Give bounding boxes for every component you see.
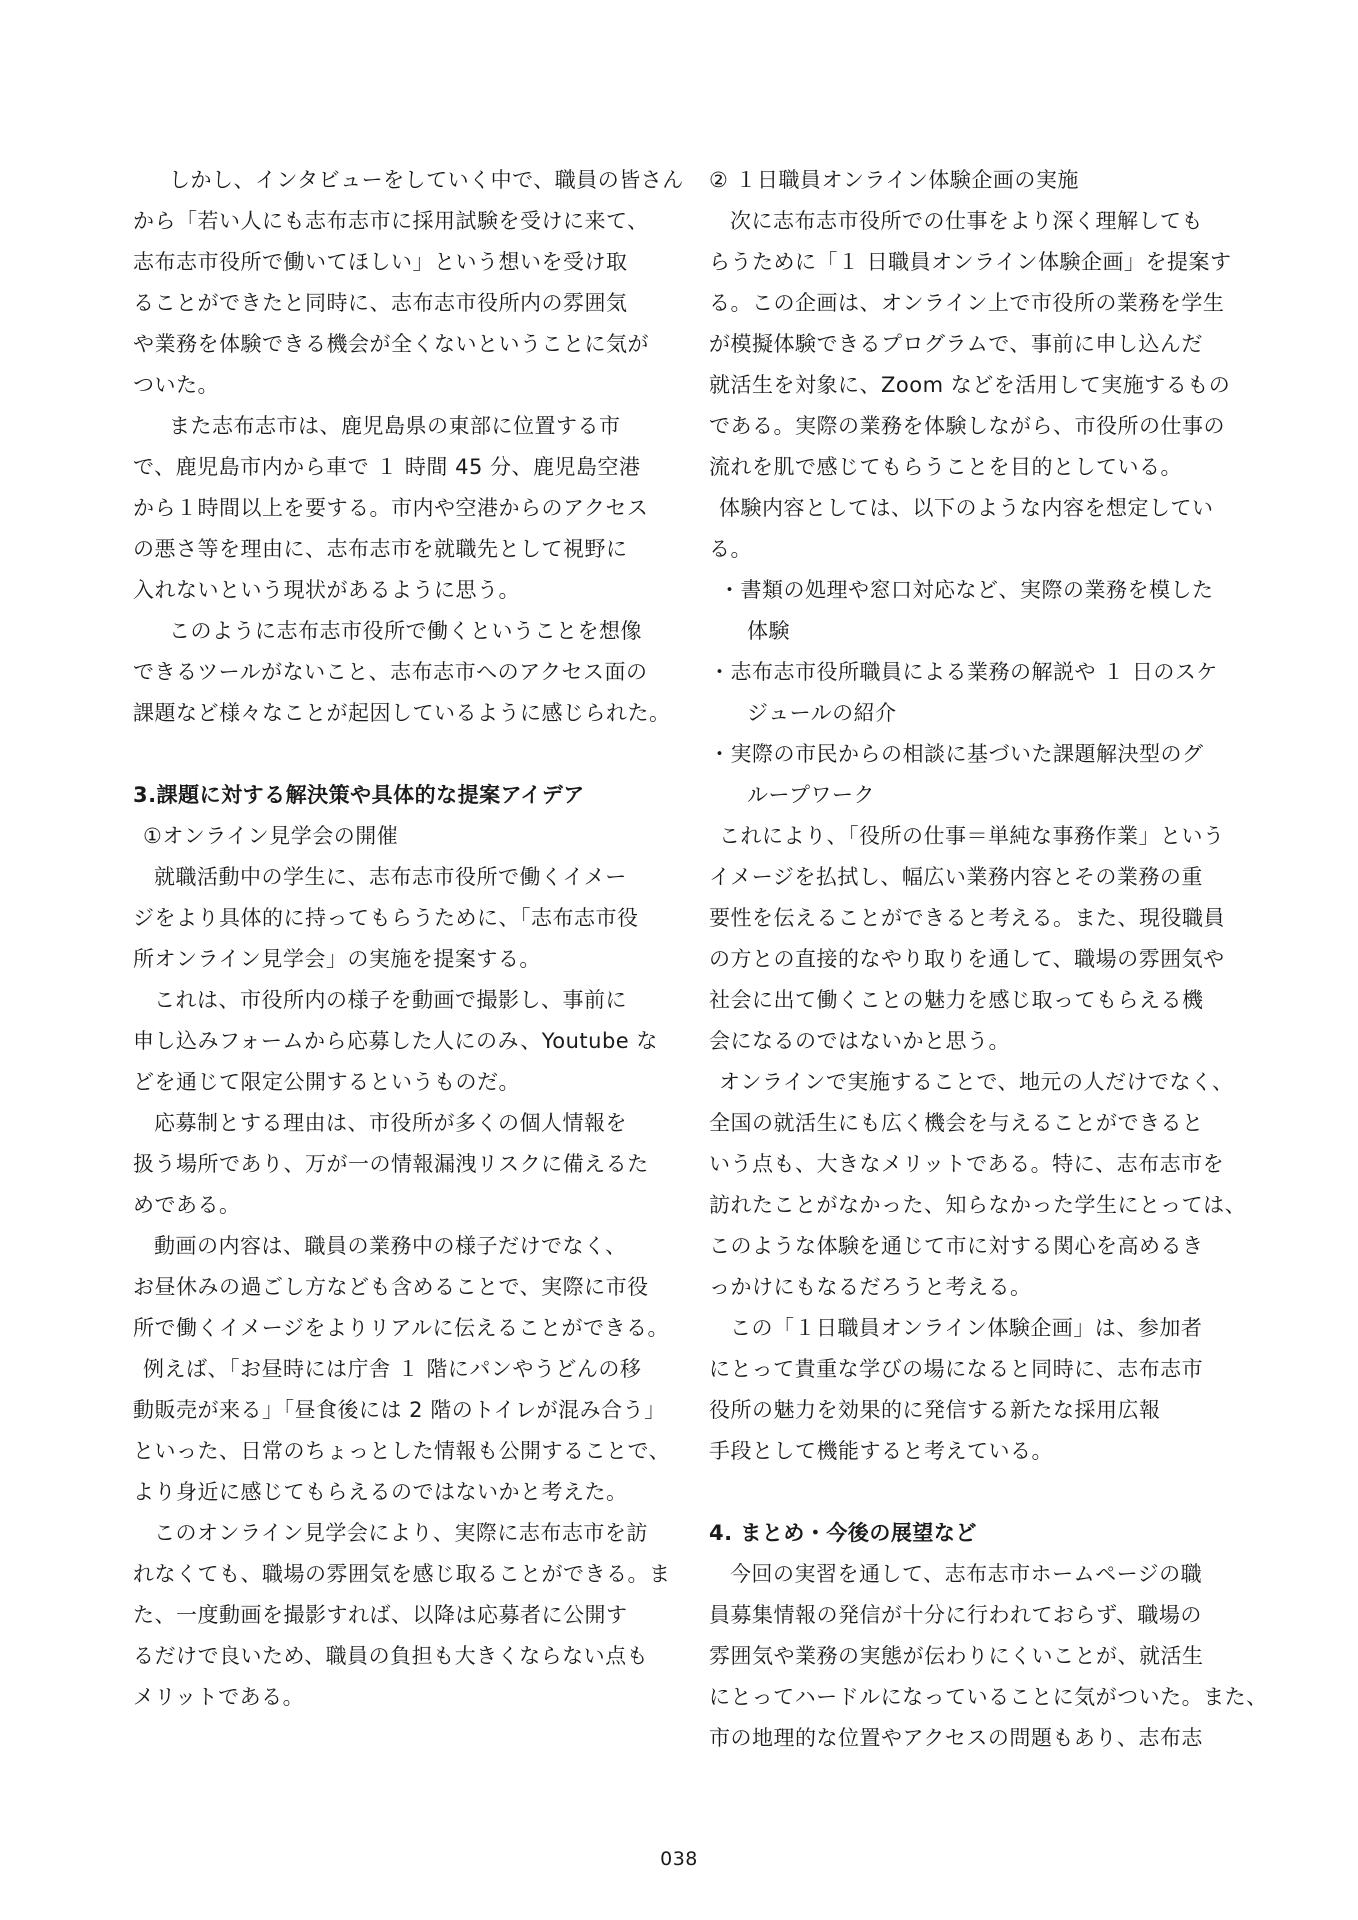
paragraph-line: いう点も、大きなメリットである。特に、志布志市を: [709, 1152, 1225, 1176]
section-heading-3: 3.課題に対する解決策や具体的な提案アイデア: [133, 783, 585, 807]
paragraph-line: 例えば、「お昼時には庁舎 １ 階にパンやうどんの移: [143, 1357, 642, 1381]
paragraph-line: にとって貴重な学びの場になると同時に、志布志市: [709, 1357, 1204, 1381]
paragraph-line: る。この企画は、オンライン上で市役所の業務を学生: [709, 291, 1225, 315]
paragraph-line: 課題など様々なことが起因しているように感じられた。: [133, 701, 671, 725]
paragraph-line: 就活生を対象に、Zoom などを活用して実施するもの: [709, 373, 1231, 397]
bullet-item-continuation: 体験: [747, 619, 790, 643]
bullet-item-continuation: ループワーク: [747, 783, 875, 807]
paragraph-line: お昼休みの過ごし方なども含めることで、実際に市役: [133, 1275, 649, 1299]
paragraph-line: どを通じて限定公開するというものだ。: [133, 1070, 520, 1094]
paragraph-line: メリットである。: [133, 1685, 305, 1709]
paragraph-line: 役所の魅力を効果的に発信する新たな採用広報: [709, 1398, 1161, 1422]
bullet-item-continuation: ジュールの紹介: [747, 701, 897, 725]
right-text-column: [709, 160, 1268, 1759]
paragraph-line: の悪さ等を理由に、志布志市を就職先として視野に: [133, 537, 628, 561]
paragraph-line: 流れを肌で感じてもらうことを目的としている。: [709, 455, 1182, 479]
paragraph-line: 全国の就活生にも広く機会を与えることができると: [709, 1111, 1204, 1135]
paragraph-line: で、鹿児島市内から車で １ 時間 45 分、鹿児島空港: [133, 455, 641, 479]
paragraph-line: 次に志布志市役所での仕事をより深く理解しても: [730, 209, 1203, 233]
paragraph-line: この「１日職員オンライン体験企画」は、参加者: [730, 1316, 1203, 1340]
paragraph-line: イメージを払拭し、幅広い業務内容とその業務の重: [709, 865, 1203, 889]
paragraph-line: このような体験を通じて市に対する関心を高めるき: [709, 1234, 1204, 1258]
paragraph-line: らうために「１ 日職員オンライン体験企画」を提案す: [709, 250, 1232, 274]
paragraph-line: このオンライン見学会により、実際に志布志市を訪: [154, 1521, 648, 1545]
subsection-heading-1: ①オンライン見学会の開催: [143, 824, 399, 848]
subsection-heading-2: ② １日職員オンライン体験企画の実施: [709, 168, 1079, 192]
paragraph-line: 手段として機能すると考えている。: [709, 1439, 1053, 1463]
paragraph-line: 雰囲気や業務の実態が伝わりにくいことが、就活生: [709, 1644, 1204, 1668]
paragraph-line: 所で働くイメージをよりリアルに伝えることができる。: [133, 1316, 670, 1340]
paragraph-line: オンラインで実施することで、地元の人だけでなく、: [719, 1070, 1234, 1094]
paragraph-line: 所オンライン見学会」の実施を提案する。: [133, 947, 541, 971]
paragraph-line: 要性を伝えることができると考える。また、現役職員: [709, 906, 1225, 930]
paragraph-line: 社会に出て働くことの魅力を感じ取ってもらえる機: [709, 988, 1204, 1012]
paragraph-line: できるツールがないこと、志布志市へのアクセス面の: [133, 660, 648, 684]
paragraph-line: 員募集情報の発信が十分に行われておらず、職場の: [709, 1603, 1202, 1627]
paragraph-line: めである。: [133, 1193, 241, 1217]
blank-line: [133, 734, 683, 775]
paragraph-line: また志布志市は、鹿児島県の東部に位置する市: [169, 414, 621, 438]
paragraph-line: これは、市役所内の様子を動画で撮影し、事前に: [154, 988, 627, 1012]
paragraph-line: より身近に感じてもらえるのではないかと考えた。: [133, 1480, 628, 1504]
paragraph-line: の方との直接的なやり取りを通して、職場の雰囲気や: [709, 947, 1225, 971]
paragraph-line: である。実際の業務を体験しながら、市役所の仕事の: [709, 414, 1225, 438]
paragraph-line: れなくても、職場の雰囲気を感じ取ることができる。ま: [133, 1562, 671, 1586]
paragraph-line: 志布志市役所で働いてほしい」という想いを受け取: [133, 250, 628, 274]
section-heading-4: 4. まとめ・今後の展望など: [709, 1521, 977, 1545]
paragraph-line: 入れないという現状があるように思う。: [133, 578, 520, 602]
paragraph-line: から「若い人にも志布志市に採用試験を受けに来て、: [133, 209, 649, 233]
paragraph-line: 応募制とする理由は、市役所が多くの個人情報を: [154, 1111, 627, 1135]
paragraph-line: から１時間以上を要する。市内や空港からのアクセス: [133, 496, 649, 520]
paragraph-line: た、一度動画を撮影すれば、以降は応募者に公開す: [133, 1603, 628, 1627]
paragraph-line: ることができたと同時に、志布志市役所内の雰囲気: [133, 291, 628, 315]
paragraph-line: っかけにもなるだろうと考える。: [709, 1275, 1032, 1299]
page-number: 038: [660, 1848, 698, 1870]
paragraph-line: 今回の実習を通して、志布志市ホームページの職: [730, 1562, 1203, 1586]
paragraph-line: にとってハードルになっていることに気がついた。また、: [709, 1685, 1268, 1709]
paragraph-line: るだけで良いため、職員の負担も大きくならない点も: [133, 1644, 649, 1668]
paragraph-line: 体験内容としては、以下のような内容を想定してい: [719, 496, 1214, 520]
paragraph-line: 申し込みフォームから応募した人にのみ、Youtube な: [133, 1029, 658, 1053]
paragraph-line: や業務を体験できる機会が全くないということに気が: [133, 332, 649, 356]
paragraph-line: 扱う場所であり、万が一の情報漏洩リスクに備えるた: [133, 1152, 649, 1176]
left-text-column: [133, 160, 683, 1718]
paragraph-line: 会になるのではないかと思う。: [709, 1029, 1010, 1053]
paragraph-line: ジをより具体的に持ってもらうために、「志布志市役: [133, 906, 639, 930]
paragraph-line: このように志布志市役所で働くということを想像: [169, 619, 642, 643]
paragraph-line: これにより、「役所の仕事＝単純な事務作業」という: [719, 824, 1225, 848]
paragraph-line: 訪れたことがなかった、知らなかった学生にとっては、: [709, 1193, 1247, 1217]
paragraph-line: しかし、インタビューをしていく中で、職員の皆さん: [169, 168, 684, 192]
bullet-item: ・実際の市民からの相談に基づいた課題解決型のグ: [709, 742, 1204, 766]
blank-line: [709, 1472, 1249, 1513]
paragraph-line: 動画の内容は、職員の業務中の様子だけでなく、: [154, 1234, 627, 1258]
paragraph-line: 市の地理的な位置やアクセスの問題もあり、志布志: [709, 1726, 1203, 1750]
paragraph-line: が模擬体験できるプログラムで、事前に申し込んだ: [709, 332, 1203, 356]
paragraph-line: る。: [709, 537, 752, 561]
bullet-item: ・志布志市役所職員による業務の解説や １ 日のスケ: [709, 660, 1218, 684]
paragraph-line: 就職活動中の学生に、志布志市役所で働くイメー: [154, 865, 627, 889]
bullet-item: ・書類の処理や窓口対応など、実際の業務を模した: [719, 578, 1214, 602]
paragraph-line: といった、日常のちょっとした情報も公開することで、: [133, 1439, 671, 1463]
paragraph-line: ついた。: [133, 373, 219, 397]
paragraph-line: 動販売が来る」「昼食後には 2 階のトイレが混み合う」: [133, 1398, 666, 1422]
